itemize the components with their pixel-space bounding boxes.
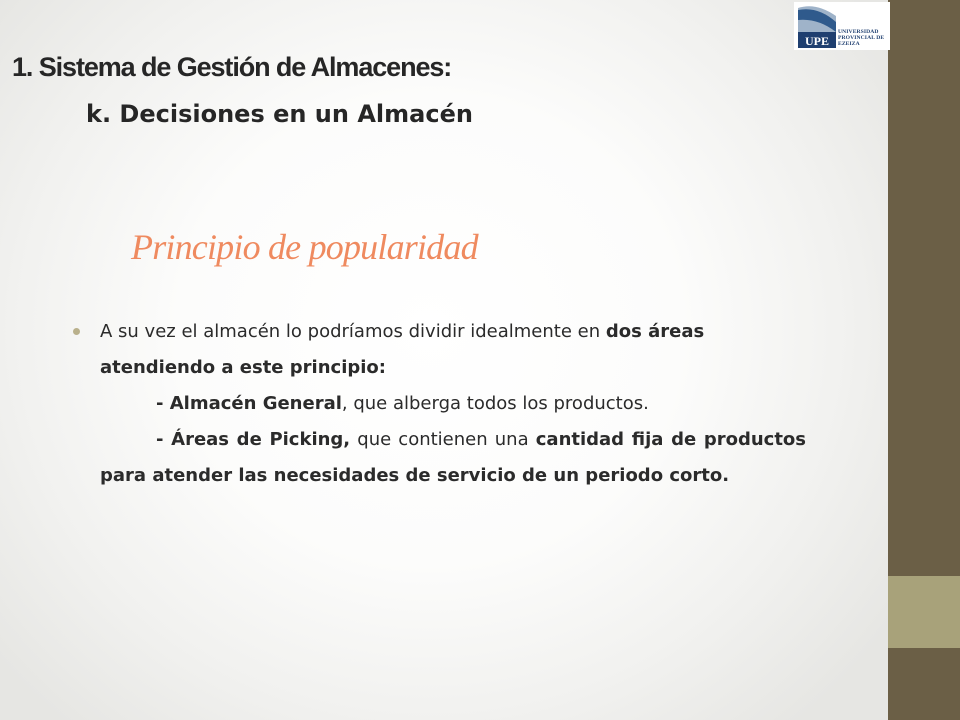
item-1-bold-text: - Almacén General [156, 393, 342, 414]
bullet-icon [73, 328, 80, 335]
sidebar-accent-block [888, 576, 960, 648]
item-almacen-general [100, 386, 806, 422]
slide-body [100, 314, 806, 494]
item-1-text: , que alberga todos los productos. [341, 393, 649, 414]
item-areas-picking [100, 422, 806, 494]
logo-name-line: UNIVERSIDAD [838, 29, 879, 35]
logo-mark-text: UPE [805, 34, 829, 48]
bullet-bold-text: dos áreas atendiendo a este principio: [100, 321, 705, 378]
section-title: k. Decisiones en un Almacén [86, 100, 473, 128]
item-2-bold-text: - Áreas de Picking, [156, 429, 351, 450]
logo-name-line: PROVINCIAL DE [838, 35, 885, 41]
university-logo [794, 2, 890, 50]
item-2-text: que contienen una [350, 429, 536, 450]
item-2-bold-text-2: cantidad fija de productos para atender las necesidades de servicio de un periodo corto. [100, 429, 807, 486]
logo-name-line: EZEIZA [838, 41, 860, 47]
logo-name [838, 29, 884, 47]
upe-emblem-icon [796, 2, 838, 50]
slide-subtitle: Principio de popularidad [131, 227, 478, 267]
bullet-text: A su vez el almacén lo podríamos dividir idealmente en [100, 321, 606, 342]
slide-title: 1. Sistema de Gestión de Almacenes: [12, 52, 452, 82]
bullet-paragraph [100, 314, 806, 386]
